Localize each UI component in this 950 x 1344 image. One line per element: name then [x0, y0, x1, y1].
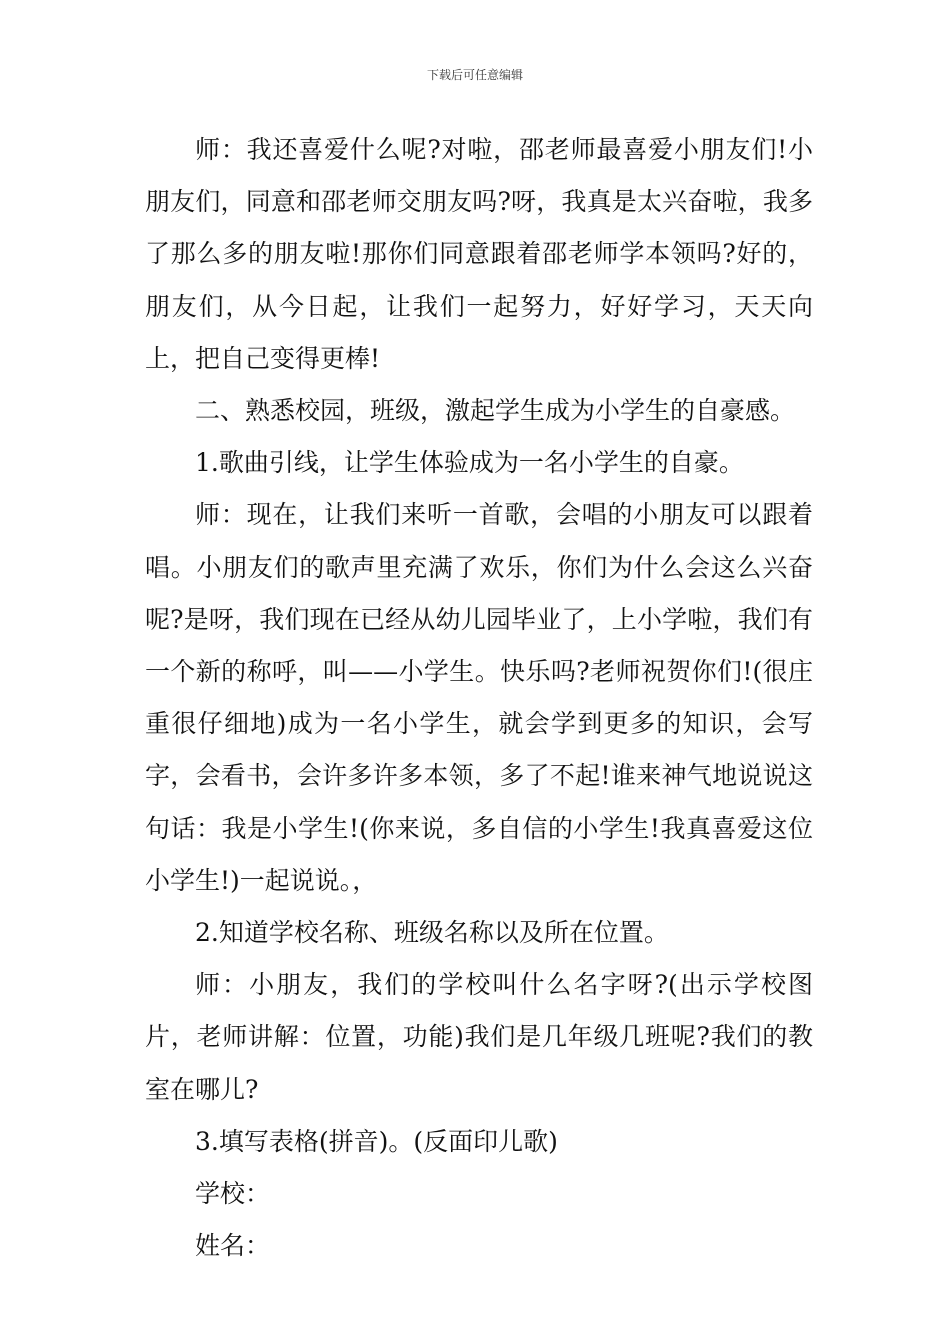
- form-field-name: 姓名：: [195, 1231, 271, 1261]
- paragraph-teacher-intro: 师：我还喜爱什么呢?对啦，邵老师最喜爱小朋友们!小朋友们，同意和邵老师交朋友吗?呀，我真是太兴奋啦，我多了那么多的朋友啦!那你们同意跟着邵老师学本领吗?好的，朋友们，从今日起，让我们一起努力，好好学习，天天向上，把自己变得更棒!: [145, 135, 813, 373]
- step-2: 2.知道学校名称、班级名称以及所在位置。: [195, 918, 669, 948]
- section-heading-2: 二、熟悉校园，班级，激起学生成为小学生的自豪感。: [195, 396, 796, 426]
- paragraph-teacher-school: 师：小朋友，我们的学校叫什么名字呀?(出示学校图片，老师讲解：位置，功能)我们是几年级几班呢?我们的教室在哪儿?: [145, 970, 813, 1104]
- step-3: 3.填写表格(拼音)。(反面印儿歌): [195, 1126, 558, 1156]
- page-header: 下载后可任意编辑: [426, 68, 523, 82]
- step-1: 1.歌曲引线，让学生体验成为一名小学生的自豪。: [195, 448, 744, 478]
- form-field-school: 学校：: [195, 1179, 271, 1209]
- paragraph-teacher-song: 师：现在，让我们来听一首歌，会唱的小朋友可以跟着唱。小朋友们的歌声里充满了欢乐，你们为什么会这么兴奋呢?是呀，我们现在已经从幼儿园毕业了，上小学啦，我们有一个新的称呼，叫——小学生。快乐吗?老师祝贺你们!(很庄重很仔细地)成为一名小学生，就会学到更多的知识，会写字，会看书，会许多许多本领，多了不起!谁来神气地说说这句话：我是小学生!(你来说，多自信的小学生!我真喜爱这位小学生!)一起说说。，: [145, 500, 813, 895]
- document-body: [145, 124, 813, 1272]
